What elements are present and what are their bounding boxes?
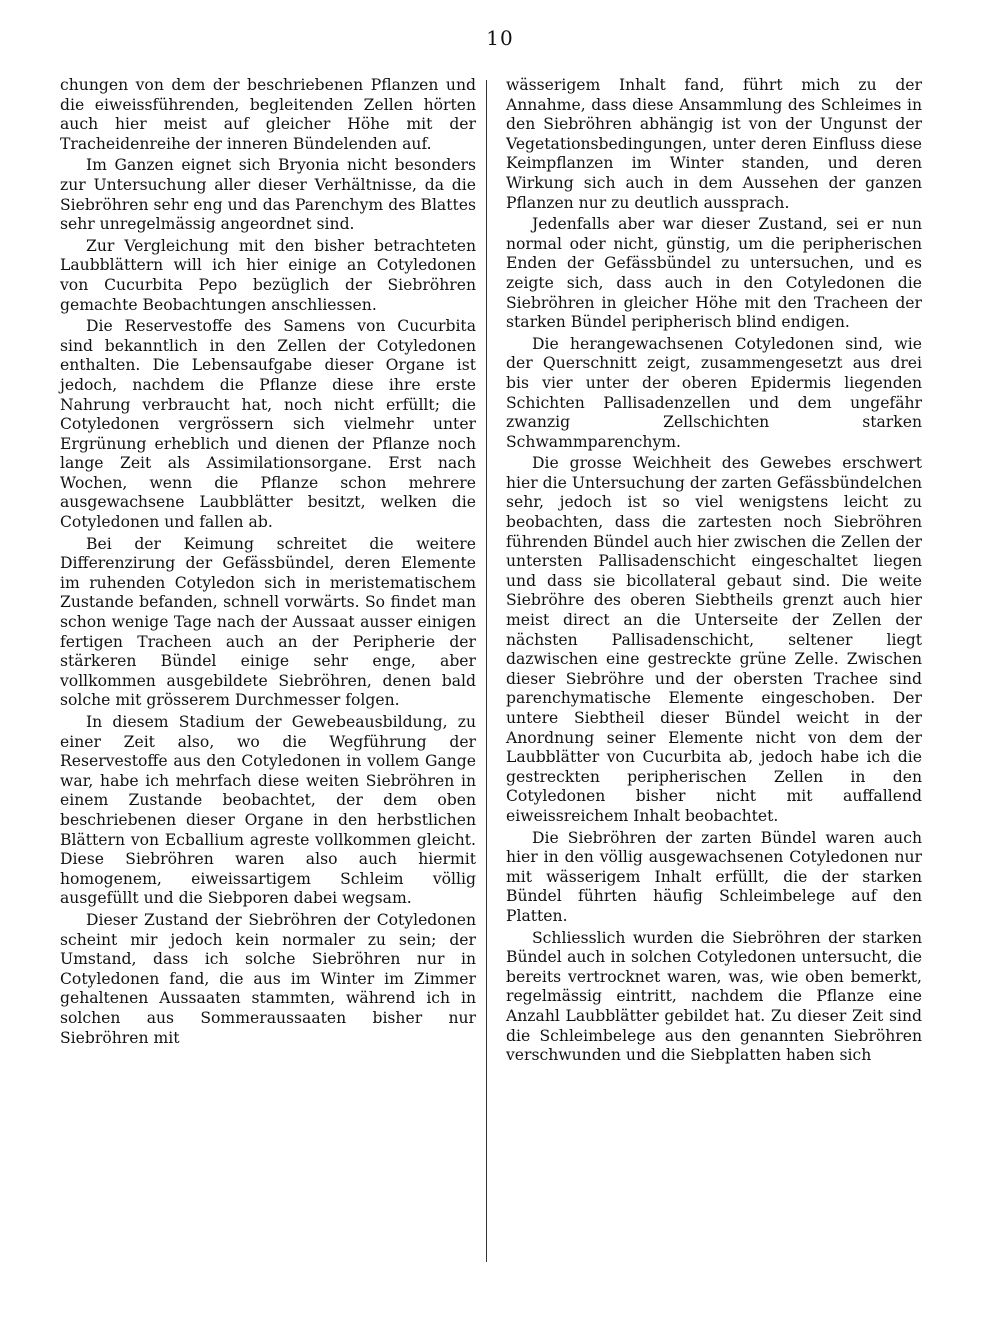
left-column	[60, 76, 476, 1048]
paragraph: Bei der Keimung schreitet die weitere Differenzirung der Gefässbündel, deren Elemente im ruhenden Cotyledon sich in meristematischem Zustande befanden, schnell vorwärts. So findet man schon wenige Tage nach der Aussaat ausser einigen fertigen Tracheen auch an der Peripherie der stärkeren Bündel einige sehr enge, aber vollkommen ausgebildete Siebröhren, denen bald solche mit grösserem Durchmesser folgen.	[60, 534, 476, 710]
page-number: 10	[486, 26, 514, 50]
column-divider	[486, 80, 487, 1262]
paragraph: Im Ganzen eignet sich Bryonia nicht besonders zur Untersuchung aller dieser Verhältnisse, da die Siebröhren sehr eng und das Parenchym des Blattes sehr unregelmässig angeordnet sind.	[60, 156, 476, 234]
paragraph: Dieser Zustand der Siebröhren der Cotyledonen scheint mir jedoch kein normaler zu sein; der Umstand, dass ich solche Siebröhren nur in Cotyledonen fand, die aus im Winter im Zimmer gehaltenen Aussaaten stammten, während ich in solchen aus Sommeraussaaten bisher nur Siebröhren mit	[60, 910, 476, 1047]
paragraph: In diesem Stadium der Gewebeausbildung, zu einer Zeit also, wo die Wegführung der Reservestoffe aus den Cotyledonen in vollem Gange war, habe ich mehrfach diese weiten Siebröhren in einem Zustande beobachtet, der dem oben beschriebenen dieser Organe in den herbstlichen Blättern von Ecballium agreste vollkommen gleicht. Diese Siebröhren waren also auch hiermit homogenem, eiweissartigem Schleim völlig ausgefüllt und die Siebporen dabei wegsam.	[60, 713, 476, 908]
paragraph: Jedenfalls aber war dieser Zustand, sei er nun normal oder nicht, günstig, um die peripherischen Enden der Gefässbündel zu untersuchen, und es zeigte sich, dass auch in den Cotyledonen die Siebröhren in gleicher Höhe mit den Tracheen der starken Bündel peripherisch blind endigen.	[506, 215, 922, 332]
paragraph: Schliesslich wurden die Siebröhren der starken Bündel auch in solchen Cotyledonen untersucht, die bereits vertrocknet waren, was, wie oben bemerkt, regelmässig eintritt, nachdem die Pflanze eine Anzahl Laubblätter gebildet hat. Zu dieser Zeit sind die Schleimbelege aus den genannten Siebröhren verschwunden und die Siebplatten haben sich	[506, 928, 922, 1065]
paragraph: Die grosse Weichheit des Gewebes erschwert hier die Untersuchung der zarten Gefässbündelchen sehr, jedoch ist so viel wenigstens leicht zu beobachten, dass die zartesten noch Siebröhren führenden Bündel auch hier zwischen die Zellen der untersten Pallisadenschicht eingeschaltet liegen und dass sie bicollateral gebaut sind. Die weite Siebröhre des oberen Siebtheils grenzt auch hier meist direct an die Unterseite der Zellen der nächsten Pallisadenschicht, seltener liegt dazwischen eine gestreckte grüne Zelle. Zwischen dieser Siebröhre und der obersten Trachee sind parenchymatische Elemente eingeschoben. Der untere Siebtheil dieser Bündel weicht in der Anordnung seiner Elemente nicht von dem der Laubblätter von Cucurbita ab, jedoch habe ich die gestreckten peripherischen Zellen in den Cotyledonen bisher nicht mit auffallend eiweissreichem Inhalt beobachtet.	[506, 454, 922, 825]
paragraph: Zur Vergleichung mit den bisher betrachteten Laubblättern will ich hier einige an Cotyledonen von Cucurbita Pepo bezüglich der Siebröhren gemachte Beobachtungen anschliessen.	[60, 236, 476, 314]
paragraph: Die Reservestoffe des Samens von Cucurbita sind bekanntlich in den Zellen der Cotyledonen enthalten. Die Lebensaufgabe dieser Organe ist jedoch, nachdem die Pflanze diese ihre erste Nahrung verbraucht hat, noch nicht erfüllt; die Cotyledonen vergrössern sich vielmehr unter Ergrünung erheblich und dienen der Pflanze noch lange Zeit als Assimilationsorgane. Erst nach Wochen, wenn die Pflanze schon mehrere ausgewachsene Laubblätter besitzt, welken die Cotyledonen und fallen ab.	[60, 317, 476, 532]
right-column	[506, 76, 922, 1066]
paragraph: wässerigem Inhalt fand, führt mich zu der Annahme, dass diese Ansammlung des Schleimes in den Siebröhren abhängig ist von der Ungunst der Vegetationsbedingungen, unter deren Einfluss diese Keimpflanzen im Winter standen, und deren Wirkung sich auch in dem Aussehen der ganzen Pflanzen nur zu deutlich aussprach.	[506, 76, 922, 212]
paragraph: chungen von dem der beschriebenen Pflanzen und die eiweissführenden, begleitenden Zellen hörten auch hier meist auf gleicher Höhe mit der Tracheidenreihe der inneren Bündelenden auf.	[60, 76, 476, 153]
paragraph: Die Siebröhren der zarten Bündel waren auch hier in den völlig ausgewachsenen Cotyledonen nur mit wässerigem Inhalt erfüllt, die der starken Bündel führten häufig Schleimbelege auf den Platten.	[506, 828, 922, 925]
paragraph: Die herangewachsenen Cotyledonen sind, wie der Querschnitt zeigt, zusammengesetzt aus drei bis vier unter der oberen Epidermis liegenden Schichten Pallisadenzellen und dem ungefähr zwanzig Zellschichten starken Schwammparenchym.	[506, 334, 922, 451]
